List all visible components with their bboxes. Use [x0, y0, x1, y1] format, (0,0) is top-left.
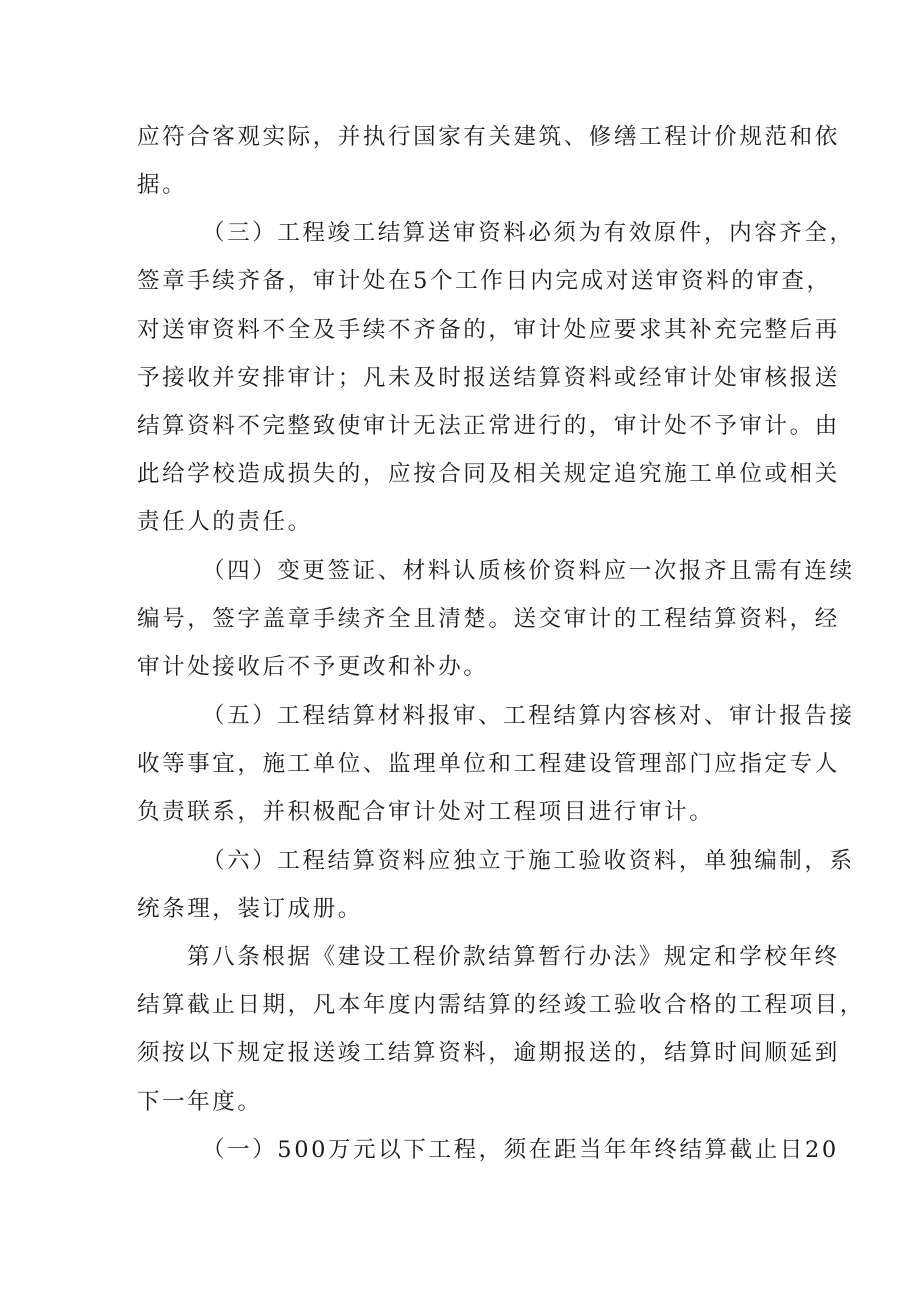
- text-line: 负责联系，并积极配合审计处对工程项目进行审计。: [137, 799, 715, 825]
- text-line: 下一年度。: [137, 1089, 263, 1115]
- text-line: 结算资料不完整致使审计无法正常进行的，审计处不予审计。由: [137, 413, 840, 439]
- text-line: （一）500万元以下工程，须在距当年年终结算截止日20: [202, 1137, 839, 1163]
- text-line: （四）变更签证、材料认质核价资料应一次报齐且需有连续: [202, 558, 855, 584]
- text-line: 须按以下规定报送竣工结算资料，逾期报送的，结算时间顺延到: [137, 1040, 840, 1066]
- text-line: （五）工程结算材料报审、工程结算内容核对、审计报告接: [202, 703, 855, 729]
- text-line: 予接收并安排审计；凡未及时报送结算资料或经审计处审核报送: [137, 365, 840, 391]
- text-line: 第八条根据《建设工程价款结算暂行办法》规定和学校年终: [187, 944, 840, 970]
- text-line: （六）工程结算资料应独立于施工验收资料，单独编制，系: [202, 848, 855, 874]
- text-line: 审计处接收后不予更改和补办。: [137, 654, 489, 680]
- text-line: 应符合客观实际，并执行国家有关建筑、修缮工程计价规范和依: [137, 124, 840, 150]
- text-line: 收等事宜，施工单位、监理单位和工程建设管理部门应指定专人: [137, 751, 840, 777]
- text-line: 签章手续齐备，审计处在5个工作日内完成对送审资料的审查，: [137, 268, 832, 294]
- text-line: 统条理，装订成册。: [137, 896, 363, 922]
- text-line: 对送审资料不全及手续不齐备的，审计处应要求其补充完整后再: [137, 317, 840, 343]
- text-line: 据。: [137, 172, 188, 198]
- text-line: 结算截止日期，凡本年度内需结算的经竣工验收合格的工程项目，: [137, 992, 865, 1018]
- text-line: 责任人的责任。: [137, 509, 313, 535]
- text-line: 此给学校造成损失的，应按合同及相关规定追究施工单位或相关: [137, 461, 840, 487]
- text-line: 编号，签字盖章手续齐全且清楚。送交审计的工程结算资料，经: [137, 606, 840, 632]
- text-line: （三）工程竣工结算送审资料必须为有效原件，内容齐全，: [202, 220, 855, 246]
